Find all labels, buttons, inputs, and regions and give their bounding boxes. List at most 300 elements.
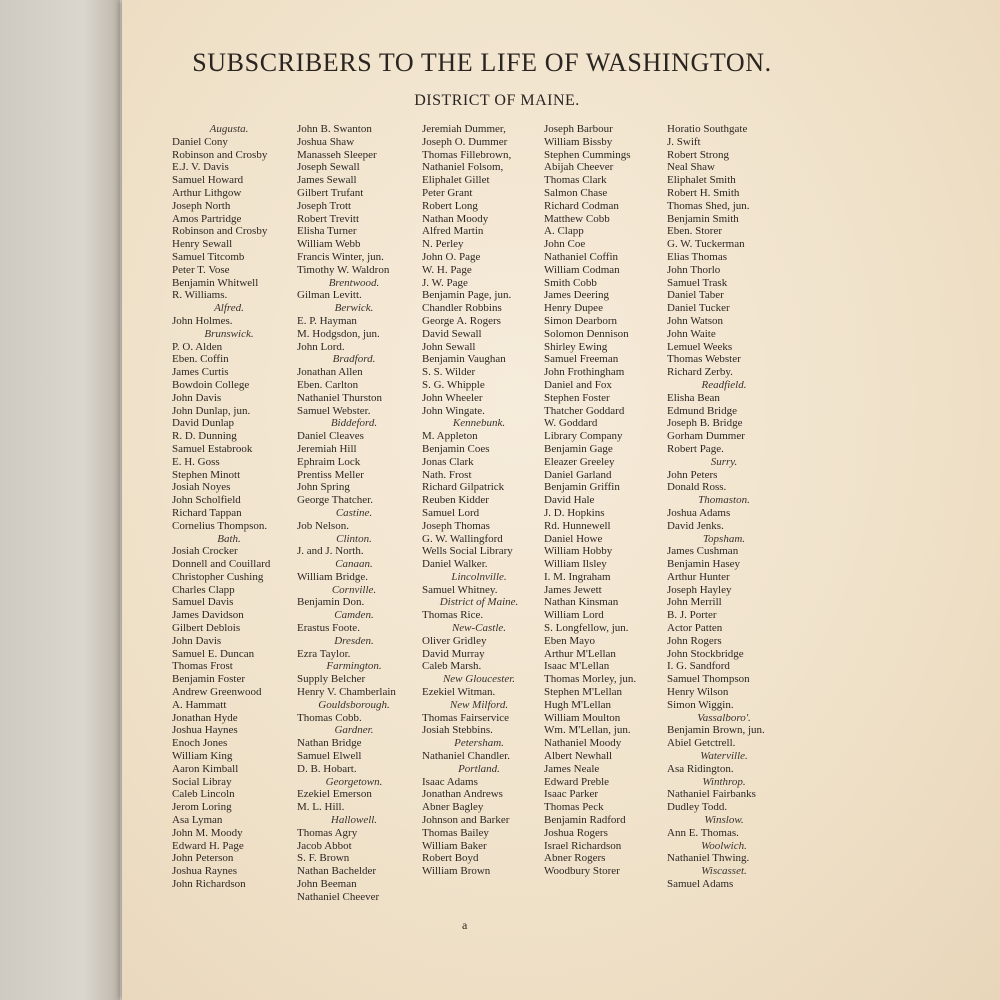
- subscriber-name: David Dunlap: [172, 417, 235, 430]
- place-heading: Topsham.: [702, 532, 746, 545]
- subscriber-name: Thomas Morley, jun.: [544, 673, 637, 686]
- subscriber-name: Prentiss Meller: [297, 468, 364, 481]
- subscriber-name: Thomas Fillebrown,: [422, 148, 512, 161]
- subscriber-name: Donald Ross.: [667, 481, 727, 494]
- subscriber-name: Enoch Jones: [172, 737, 228, 750]
- subscriber-name: Benjamin Gage: [544, 442, 613, 455]
- subscriber-name: G. W. Wallingford: [422, 532, 503, 545]
- subscriber-name: Elisha Bean: [667, 391, 720, 404]
- subscriber-name: Supply Belcher: [297, 673, 366, 686]
- subscriber-name: John O. Page: [422, 250, 481, 263]
- subscriber-name: Josiah Noyes: [172, 481, 231, 494]
- subscriber-name: M. Appleton: [422, 430, 478, 443]
- subscriber-name: John Thorlo: [667, 263, 721, 276]
- subscriber-name: John Wingate.: [422, 404, 485, 417]
- place-heading: New-Castle.: [451, 622, 507, 635]
- subscriber-name: John B. Swanton: [297, 123, 372, 135]
- subscriber-name: G. W. Tuckerman: [667, 238, 745, 251]
- subscriber-name: Elias Thomas: [667, 250, 727, 263]
- subscriber-name: Donnell and Couillard: [172, 558, 271, 571]
- subscriber-name: Wells Social Library: [422, 545, 513, 558]
- place-heading: Surry.: [710, 455, 738, 468]
- place-heading: District of Maine.: [439, 596, 519, 609]
- subscriber-name: I. M. Ingraham: [544, 570, 611, 583]
- subscriber-name: William Bissby: [544, 135, 613, 148]
- subscriber-name: R. Williams.: [172, 289, 228, 302]
- subscriber-name: Joseph Sewall: [297, 161, 360, 174]
- subscriber-name: Cornelius Thompson.: [172, 519, 268, 532]
- subscriber-name: Gorham Dummer: [667, 430, 745, 443]
- subscriber-name: Abiel Getctrell.: [667, 737, 736, 750]
- subscriber-name: William Baker: [422, 839, 487, 852]
- subscriber-name: Isaac Parker: [544, 788, 599, 801]
- subscriber-name: Nathaniel Chandler.: [422, 750, 510, 763]
- place-heading: Gardner.: [334, 724, 374, 737]
- place-heading: Berwick.: [334, 302, 374, 315]
- subscriber-name: Simon Wiggin.: [667, 698, 734, 711]
- place-heading: Augusta.: [209, 123, 249, 135]
- subscriber-name: W. Goddard: [544, 417, 598, 430]
- subscriber-name: George A. Rogers: [422, 314, 501, 327]
- subscriber-name: Thomas Cobb.: [297, 711, 362, 724]
- subscriber-name: Simon Dearborn: [544, 314, 618, 327]
- subscriber-name: Samuel Estabrook: [172, 442, 253, 455]
- place-heading: New Gloucester.: [442, 673, 516, 686]
- subscriber-name: John Beeman: [297, 878, 357, 891]
- subscriber-name: David Hale: [544, 494, 595, 507]
- subscriber-name: Thomas Webster: [667, 353, 741, 366]
- place-heading: Brunswick.: [204, 327, 254, 340]
- subscriber-name: Joseph Hayley: [667, 583, 732, 596]
- subscriber-name: E. H. Goss: [172, 455, 220, 468]
- subscriber-name: Samuel Freeman: [544, 353, 619, 366]
- subscriber-name: Andrew Greenwood: [172, 686, 262, 699]
- subscriber-name: Peter T. Vose: [172, 263, 230, 276]
- subscriber-name: Joseph North: [172, 199, 231, 212]
- place-heading: Gouldsborough.: [318, 698, 390, 711]
- subscriber-name: Smith Cobb: [544, 276, 597, 289]
- subscriber-name: Samuel E. Duncan: [172, 647, 255, 660]
- subscriber-name: Benjamin Vaughan: [422, 353, 506, 366]
- book-page: [122, 0, 1000, 1000]
- subscriber-name: Abner Rogers: [544, 852, 606, 865]
- subscriber-name: Daniel Garland: [544, 468, 612, 481]
- signature-mark: a: [462, 918, 468, 932]
- place-heading: Farmington.: [326, 660, 382, 673]
- subscriber-name: Daniel Walker.: [422, 558, 488, 571]
- subscriber-name: John Davis: [172, 391, 222, 404]
- subscriber-name: John Davis: [172, 634, 222, 647]
- subscriber-name: Benjamin Brown, jun.: [667, 724, 765, 737]
- subscriber-name: Nathaniel Moody: [544, 737, 622, 750]
- subscriber-name: James Davidson: [172, 609, 244, 622]
- subscriber-name: John Frothingham: [544, 366, 625, 379]
- subscriber-name: Aaron Kimball: [172, 762, 239, 775]
- subscriber-name: Ann E. Thomas.: [667, 826, 739, 839]
- subscriber-name: B. J. Porter: [667, 609, 717, 622]
- subscriber-name: Nathan Bridge: [297, 737, 362, 750]
- subscriber-name: Thomas Agry: [297, 826, 358, 839]
- subscriber-name: R. D. Dunning: [172, 430, 237, 443]
- subscriber-name: John Peters: [667, 468, 718, 481]
- subscriber-name: John Wheeler: [422, 391, 483, 404]
- subscriber-name: Ezekiel Witman.: [422, 686, 496, 699]
- subscriber-name: Benjamin Foster: [172, 673, 246, 686]
- subscriber-name: David Jenks.: [667, 519, 724, 532]
- subscriber-name: Ezekiel Emerson: [297, 788, 372, 801]
- subscriber-name: Samuel Elwell: [297, 750, 362, 763]
- subscriber-name: James Jewett: [544, 583, 602, 596]
- subscriber-name: Eliphalet Gillet: [422, 174, 490, 187]
- subscriber-name: Stephen Minott: [172, 468, 241, 481]
- subscriber-name: John Stockbridge: [667, 647, 744, 660]
- subscriber-name: S. F. Brown: [297, 852, 350, 865]
- subscriber-name: William Ilsley: [544, 558, 607, 571]
- place-heading: Waterville.: [700, 750, 748, 763]
- subscriber-name: J. Swift: [667, 135, 701, 148]
- subscriber-name: Samuel Webster.: [297, 404, 371, 417]
- subscriber-name: James Curtis: [172, 366, 229, 379]
- subscriber-name: Samuel Trask: [667, 276, 728, 289]
- subscriber-name: Richard Tappan: [172, 506, 242, 519]
- place-heading: Dresden.: [334, 634, 374, 647]
- subscriber-name: Arthur M'Lellan: [544, 647, 616, 660]
- subscriber-name: Francis Winter, jun.: [297, 250, 384, 263]
- place-heading: Alfred.: [214, 302, 244, 315]
- subscriber-name: Nathaniel Cheever: [297, 890, 380, 903]
- subscriber-name: Robert Trevitt: [297, 212, 360, 225]
- subscriber-name: Eben. Storer: [667, 225, 722, 238]
- subscriber-name: Robinson and Crosby: [172, 148, 268, 161]
- place-heading: Winthrop.: [702, 775, 746, 788]
- subscriber-name: Horatio Southgate: [667, 123, 748, 135]
- subscriber-name: Joseph Barbour: [544, 123, 613, 135]
- subscriber-name: Thomas Shed, jun.: [667, 199, 750, 212]
- subscriber-name: Matthew Cobb: [544, 212, 610, 225]
- subscriber-name: Arthur Lithgow: [172, 186, 242, 199]
- subscriber-name: N. Perley: [422, 238, 464, 251]
- subscriber-name: I. G. Sandford: [667, 660, 730, 673]
- subscriber-name: Thomas Clark: [544, 174, 607, 187]
- subscriber-name: Samuel Whitney.: [422, 583, 498, 596]
- subscriber-column-4: [544, 123, 668, 878]
- subscriber-name: Neal Shaw: [667, 161, 715, 174]
- subscriber-name: Albert Newhall: [544, 750, 613, 763]
- subscriber-name: J. D. Hopkins: [544, 506, 605, 519]
- subscriber-name: Nathan Moody: [422, 212, 489, 225]
- subscriber-name: Samuel Davis: [172, 596, 234, 609]
- subscriber-name: M. Hodgsdon, jun.: [297, 327, 380, 340]
- subscriber-name: David Murray: [422, 647, 485, 660]
- subscriber-name: James Neale: [544, 762, 600, 775]
- subscriber-name: D. B. Hobart.: [297, 762, 357, 775]
- subscriber-name: E.J. V. Davis: [172, 161, 229, 174]
- subscriber-name: James Cushman: [667, 545, 739, 558]
- subscriber-name: John Watson: [667, 314, 724, 327]
- subscriber-name: Samuel Howard: [172, 174, 244, 187]
- subscriber-name: Daniel and Fox: [544, 378, 612, 391]
- subscriber-name: Arthur Hunter: [667, 570, 730, 583]
- subscriber-name: Richard Gilpatrick: [422, 481, 505, 494]
- subscriber-name: Stephen Cummings: [544, 148, 631, 161]
- subscriber-name: Nathaniel Thwing.: [667, 852, 750, 865]
- subscriber-name: Daniel Cleaves: [297, 430, 364, 443]
- subscriber-name: John Sewall: [422, 340, 476, 353]
- subscriber-name: John Richardson: [172, 878, 246, 891]
- subscriber-name: Eleazer Greeley: [544, 455, 615, 468]
- subscriber-name: Benjamin Radford: [544, 814, 626, 827]
- place-heading: Bath.: [217, 532, 241, 545]
- subscriber-name: Jeremiah Dummer,: [422, 123, 506, 135]
- subscriber-name: Nathaniel Coffin: [544, 250, 619, 263]
- subscriber-name: J. and J. North.: [297, 545, 364, 558]
- place-heading: Portland.: [458, 762, 500, 775]
- place-heading: Clinton.: [336, 532, 372, 545]
- subscriber-name: John Merrill: [667, 596, 722, 609]
- subscriber-name: John Rogers: [667, 634, 722, 647]
- subscriber-name: Caleb Marsh.: [422, 660, 482, 673]
- subscriber-name: Gilbert Trufant: [297, 186, 364, 199]
- place-heading: Hallowell.: [330, 814, 378, 827]
- place-heading: Camden.: [334, 609, 374, 622]
- subscriber-name: Woodbury Storer: [544, 865, 620, 878]
- place-heading: Castine.: [335, 506, 373, 519]
- subscriber-name: Stephen Foster: [544, 391, 610, 404]
- subscriber-name: Israel Richardson: [544, 839, 622, 852]
- subscriber-name: Joshua Adams: [667, 506, 731, 519]
- subscriber-name: Robert Boyd: [422, 852, 479, 865]
- place-heading: Canaan.: [335, 558, 373, 571]
- subscriber-name: Manasseh Sleeper: [297, 148, 377, 161]
- subscriber-name: Henry Wilson: [667, 686, 729, 699]
- place-heading: Readfield.: [701, 378, 747, 391]
- subscriber-name: Chandler Robbins: [422, 302, 502, 315]
- subscriber-name: M. L. Hill.: [297, 801, 345, 814]
- subscriber-column-2: [297, 123, 421, 904]
- subscriber-name: Robert H. Smith: [667, 186, 740, 199]
- subscriber-name: Richard Codman: [544, 199, 619, 212]
- subscriber-name: Johnson and Barker: [422, 814, 510, 827]
- subscriber-name: Benjamin Smith: [667, 212, 739, 225]
- subscriber-name: Nathan Kinsman: [544, 596, 619, 609]
- subscriber-name: Eliphalet Smith: [667, 174, 736, 187]
- adjacent-page-edge: [0, 0, 120, 1000]
- subscriber-name: William Codman: [544, 263, 620, 276]
- subscriber-name: Jonas Clark: [422, 455, 474, 468]
- subscriber-name: Joshua Haynes: [172, 724, 238, 737]
- subscriber-name: Social Libray: [172, 775, 232, 788]
- subscriber-name: Christopher Cushing: [172, 570, 264, 583]
- subscriber-name: Richard Zerby.: [667, 366, 733, 379]
- subscriber-name: Gilman Levitt.: [297, 289, 362, 302]
- place-heading: Petersham.: [454, 737, 504, 750]
- place-heading: Kennebunk.: [452, 417, 506, 430]
- subscriber-name: Thomas Rice.: [422, 609, 484, 622]
- subscriber-name: Thomas Peck: [544, 801, 604, 814]
- place-heading: New Milford.: [449, 698, 509, 711]
- subscriber-name: Nathaniel Thurston: [297, 391, 383, 404]
- subscriber-name: Joshua Shaw: [297, 135, 355, 148]
- subscriber-name: Benjamin Griffin: [544, 481, 620, 494]
- subscriber-name: Salmon Chase: [544, 186, 608, 199]
- subscriber-name: Caleb Lincoln: [172, 788, 235, 801]
- subscriber-name: Jonathan Allen: [297, 366, 363, 379]
- subscriber-name: Peter Grant: [422, 186, 473, 199]
- subscriber-name: Actor Patten: [667, 622, 723, 635]
- subscriber-name: Stephen M'Lellan: [544, 686, 623, 699]
- subscriber-name: Asa Ridington.: [667, 762, 734, 775]
- subscriber-name: Eben Mayo: [544, 634, 596, 647]
- subscriber-name: Hugh M'Lellan: [544, 698, 612, 711]
- subscriber-name: Timothy W. Waldron: [297, 263, 390, 276]
- subscriber-name: Henry Sewall: [172, 238, 233, 251]
- subscriber-name: Joseph Trott: [297, 199, 352, 212]
- subscriber-name: Thomas Frost: [172, 660, 233, 673]
- subscriber-name: Ephraim Lock: [297, 455, 361, 468]
- subscriber-name: Job Nelson.: [297, 519, 349, 532]
- subscriber-name: William Lord: [544, 609, 604, 622]
- subscriber-name: Edward H. Page: [172, 839, 244, 852]
- subscriber-name: Samuel Adams: [667, 878, 734, 891]
- subscriber-name: Joseph O. Dummer: [422, 135, 508, 148]
- subscriber-name: Elisha Turner: [297, 225, 357, 238]
- subscriber-name: Isaac Adams: [422, 775, 478, 788]
- subscriber-column-3: [422, 123, 546, 878]
- subscriber-name: Henry V. Chamberlain: [297, 686, 396, 699]
- subscriber-name: S. G. Whipple: [422, 378, 485, 391]
- subscriber-name: A. Clapp: [544, 225, 584, 238]
- subscriber-name: Jacob Abbot: [297, 839, 352, 852]
- subscriber-name: Daniel Howe: [544, 532, 603, 545]
- subscriber-name: Wm. M'Lellan, jun.: [544, 724, 631, 737]
- subscriber-name: Amos Partridge: [172, 212, 242, 225]
- subscriber-name: George Thatcher.: [297, 494, 373, 507]
- place-heading: Vassalboro'.: [697, 711, 751, 724]
- subscriber-name: Nathan Bachelder: [297, 865, 377, 878]
- place-heading: Georgetown.: [325, 775, 383, 788]
- subscriber-name: Benjamin Hasey: [667, 558, 741, 571]
- subscriber-name: Josiah Stebbins.: [422, 724, 493, 737]
- subscriber-name: Abner Bagley: [422, 801, 484, 814]
- subscriber-name: Thatcher Goddard: [544, 404, 625, 417]
- subscriber-name: Erastus Foote.: [297, 622, 360, 635]
- subscriber-name: William Webb: [297, 238, 361, 251]
- subscriber-name: Benjamin Coes: [422, 442, 490, 455]
- subscriber-name: Thomas Fairservice: [422, 711, 510, 724]
- subscriber-name: John Lord.: [297, 340, 345, 353]
- subscriber-name: John Peterson: [172, 852, 234, 865]
- place-heading: Woolwich.: [701, 839, 747, 852]
- subscriber-name: Gilbert Deblois: [172, 622, 241, 635]
- subscriber-name: Eben. Coffin: [172, 353, 229, 366]
- subscriber-name: Benjamin Page, jun.: [422, 289, 512, 302]
- subscriber-name: Samuel Thompson: [667, 673, 750, 686]
- subscriber-name: John Spring: [297, 481, 350, 494]
- subscriber-name: Ezra Taylor.: [297, 647, 351, 660]
- subscriber-column-1: [172, 123, 296, 891]
- subscriber-name: James Deering: [544, 289, 610, 302]
- subscriber-name: John Coe: [544, 238, 586, 251]
- place-heading: Lincolnville.: [451, 570, 507, 583]
- place-heading: Cornville.: [331, 583, 377, 596]
- subscriber-name: Rd. Hunnewell: [544, 519, 611, 532]
- subscriber-name: Isaac M'Lellan: [544, 660, 610, 673]
- subscriber-name: William King: [172, 750, 233, 763]
- subscriber-name: William Brown: [422, 865, 491, 878]
- subscriber-name: Nathaniel Fairbanks: [667, 788, 756, 801]
- subscriber-name: William Moulton: [544, 711, 621, 724]
- subscriber-name: David Sewall: [422, 327, 482, 340]
- place-heading: Wiscasset.: [701, 865, 747, 878]
- subscriber-name: Jeremiah Hill: [297, 442, 357, 455]
- subscriber-name: John Waite: [667, 327, 716, 340]
- subscriber-name: Daniel Cony: [172, 135, 228, 148]
- place-heading: Winslow.: [704, 814, 744, 827]
- subscriber-name: Abijah Cheever: [544, 161, 614, 174]
- subscriber-name: Benjamin Whitwell: [172, 276, 259, 289]
- subscriber-name: Reuben Kidder: [422, 494, 489, 507]
- subscriber-name: Samuel Lord: [422, 506, 480, 519]
- subscriber-name: John Dunlap, jun.: [172, 404, 251, 417]
- subscriber-name: Robinson and Crosby: [172, 225, 268, 238]
- subscriber-name: Benjamin Don.: [297, 596, 365, 609]
- subscriber-column-5: [667, 123, 791, 891]
- subscriber-name: Robert Long: [422, 199, 478, 212]
- subscriber-name: Robert Page.: [667, 442, 724, 455]
- subscriber-name: Henry Dupee: [544, 302, 603, 315]
- subscriber-name: Joshua Rogers: [544, 826, 608, 839]
- place-heading: Brentwood.: [328, 276, 380, 289]
- subscriber-name: William Bridge.: [297, 570, 369, 583]
- subscriber-name: Daniel Tucker: [667, 302, 730, 315]
- subscriber-name: Nath. Frost: [422, 468, 472, 481]
- subscriber-name: Edward Preble: [544, 775, 610, 788]
- subscriber-name: John Scholfield: [172, 494, 241, 507]
- subscriber-name: S. S. Wilder: [422, 366, 476, 379]
- subscriber-name: Asa Lyman: [172, 814, 223, 827]
- subscriber-name: Alfred Martin: [422, 225, 484, 238]
- subscriber-name: John Holmes.: [172, 314, 233, 327]
- subscriber-name: Charles Clapp: [172, 583, 235, 596]
- subscriber-name: James Sewall: [297, 174, 357, 187]
- page-title: SUBSCRIBERS TO THE LIFE OF WASHINGTON.: [192, 48, 772, 77]
- subscriber-name: Solomon Dennison: [544, 327, 629, 340]
- subscriber-name: Jerom Loring: [172, 801, 232, 814]
- subscriber-name: J. W. Page: [422, 276, 468, 289]
- subscriber-name: Dudley Todd.: [667, 801, 728, 814]
- subscriber-name: Bowdoin College: [172, 378, 250, 391]
- subscriber-name: Oliver Gridley: [422, 634, 487, 647]
- subscriber-name: Joseph B. Bridge: [667, 417, 743, 430]
- subscriber-name: Jonathan Andrews: [422, 788, 503, 801]
- subscriber-name: P. O. Alden: [172, 340, 223, 353]
- subscriber-name: S. Longfellow, jun.: [544, 622, 629, 635]
- place-heading: Biddeford.: [330, 417, 378, 430]
- subscriber-name: Joseph Thomas: [422, 519, 490, 532]
- subscriber-name: Thomas Bailey: [422, 826, 489, 839]
- subscriber-name: Library Company: [544, 430, 623, 443]
- subscriber-name: Jonathan Hyde: [172, 711, 238, 724]
- subscriber-name: E. P. Hayman: [297, 314, 357, 327]
- subscriber-name: Daniel Taber: [667, 289, 724, 302]
- subscriber-name: Nathaniel Folsom,: [422, 161, 504, 174]
- subscriber-name: Lemuel Weeks: [667, 340, 733, 353]
- subscriber-name: Joshua Raynes: [172, 865, 238, 878]
- place-heading: Thomaston.: [698, 494, 750, 507]
- subscriber-name: Robert Strong: [667, 148, 730, 161]
- subscriber-name: Samuel Titcomb: [172, 250, 245, 263]
- subscriber-name: Josiah Crocker: [172, 545, 238, 558]
